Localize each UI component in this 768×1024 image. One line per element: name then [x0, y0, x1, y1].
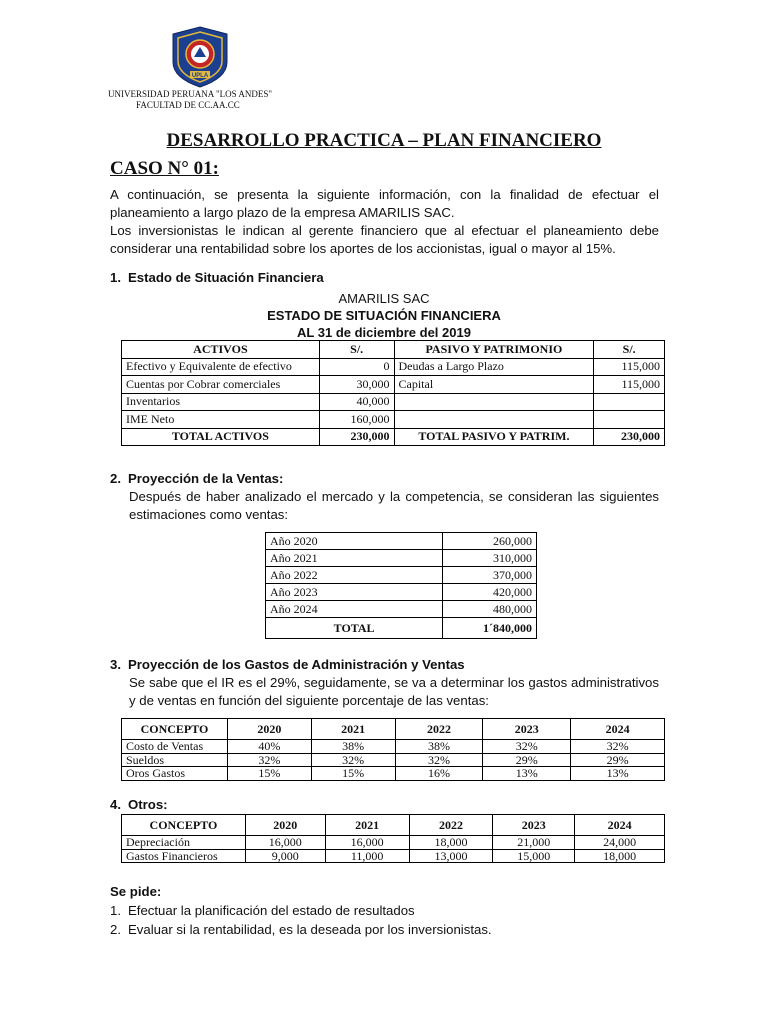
intro-line-2: Los inversionistas le indican al gerente financiero que al efectuar el planeamiento debe considerar una rentabilidad sobre los aportes de los accionistas, igual o mayor al 15%.: [110, 223, 659, 256]
sales-projection-table: [265, 532, 537, 639]
table-row: [266, 601, 537, 618]
table-cell: 11,000: [325, 849, 409, 863]
intro-paragraph: [110, 186, 659, 258]
company-name: AMARILIS SAC: [338, 291, 430, 306]
table-cell: 260,000: [443, 533, 537, 550]
table-cell: 32%: [395, 753, 483, 767]
university-name: UNIVERSIDAD PERUANA "LOS ANDES": [108, 89, 273, 99]
table-cell: Oros Gastos: [122, 767, 228, 781]
table-cell: 13%: [571, 767, 665, 781]
table-cell: 15%: [311, 767, 395, 781]
faculty-name: FACULTAD DE CC.AA.CC: [136, 100, 240, 110]
table-cell: 16%: [395, 767, 483, 781]
expenses-percentage-table: [121, 718, 665, 781]
column-header: 2022: [409, 815, 493, 836]
table-cell: Capital: [394, 376, 594, 394]
table-row: [122, 740, 665, 754]
column-header: 2021: [311, 719, 395, 740]
table-row: [122, 753, 665, 767]
total-value: 230,000: [319, 428, 394, 446]
document-title: DESARROLLO PRACTICA – PLAN FINANCIERO: [166, 130, 602, 151]
table-cell: 38%: [395, 740, 483, 754]
table-cell: 115,000: [594, 376, 665, 394]
table-header-row: [122, 719, 665, 740]
table-cell: 30,000: [319, 376, 394, 394]
table-row: [122, 767, 665, 781]
requirements-list: [110, 902, 492, 939]
table-cell: Año 2023: [266, 584, 443, 601]
section-1-heading: 1. Estado de Situación Financiera: [110, 270, 324, 285]
total-label: TOTAL PASIVO Y PATRIM.: [394, 428, 594, 446]
column-header: 2023: [493, 815, 575, 836]
table-cell: 15%: [227, 767, 311, 781]
table-cell: 0: [319, 358, 394, 376]
table-cell: 32%: [311, 753, 395, 767]
statement-title: ESTADO DE SITUACIÓN FINANCIERA: [267, 308, 501, 323]
column-header: 2023: [483, 719, 571, 740]
case-title: CASO N° 01:: [110, 158, 219, 179]
table-cell: 16,000: [325, 836, 409, 850]
table-row: [122, 849, 665, 863]
column-header: 2024: [575, 815, 665, 836]
table-cell: Deudas a Largo Plazo: [394, 358, 594, 376]
section-3-text: Se sabe que el IR es el 29%, seguidamente, se va a determinar los gastos administrativos y de ventas en función del siguiente porcentaje de las ventas:: [129, 675, 659, 708]
section-2-heading: 2. Proyección de la Ventas:: [110, 471, 284, 486]
other-expenses-table: [121, 814, 665, 863]
table-cell: 13%: [483, 767, 571, 781]
total-value: 1´840,000: [443, 618, 537, 639]
section-4-heading: 4. Otros:: [110, 797, 168, 812]
table-cell: 160,000: [319, 411, 394, 429]
table-header-row: [122, 815, 665, 836]
table-cell: 480,000: [443, 601, 537, 618]
table-row: [122, 358, 665, 376]
table-cell: IME Neto: [122, 411, 320, 429]
table-cell: 13,000: [409, 849, 493, 863]
table-cell: 115,000: [594, 358, 665, 376]
list-item: 1. Efectuar la planificación del estado de resultados: [110, 903, 415, 918]
column-header: CONCEPTO: [122, 815, 246, 836]
table-cell: 38%: [311, 740, 395, 754]
total-row: [266, 618, 537, 639]
table-cell: Inventarios: [122, 393, 320, 411]
table-cell: 9,000: [245, 849, 325, 863]
table-cell: Efectivo y Equivalente de efectivo: [122, 358, 320, 376]
table-row: [266, 584, 537, 601]
total-label: TOTAL ACTIVOS: [122, 428, 320, 446]
table-row: [266, 533, 537, 550]
university-seal-logo: [170, 26, 230, 88]
table-cell: 32%: [483, 740, 571, 754]
table-cell: [394, 411, 594, 429]
column-header: CONCEPTO: [122, 719, 228, 740]
column-header: S/.: [594, 341, 665, 359]
balance-sheet-table: [121, 340, 665, 446]
table-cell: [594, 393, 665, 411]
table-cell: Costo de Ventas: [122, 740, 228, 754]
total-value: 230,000: [594, 428, 665, 446]
table-cell: 18,000: [575, 849, 665, 863]
table-cell: Año 2020: [266, 533, 443, 550]
table-cell: 370,000: [443, 567, 537, 584]
total-label: TOTAL: [266, 618, 443, 639]
statement-header: [0, 290, 768, 341]
intro-line-1: A continuación, se presenta la siguiente información, con la finalidad de efectuar el planeamiento a largo plazo de la empresa AMARILIS SAC.: [110, 187, 659, 220]
table-cell: 40,000: [319, 393, 394, 411]
table-row: [266, 550, 537, 567]
table-cell: 310,000: [443, 550, 537, 567]
table-cell: 420,000: [443, 584, 537, 601]
table-cell: Gastos Financieros: [122, 849, 246, 863]
table-cell: 40%: [227, 740, 311, 754]
column-header: 2021: [325, 815, 409, 836]
table-row: [122, 411, 665, 429]
column-header: 2020: [227, 719, 311, 740]
table-cell: Cuentas por Cobrar comerciales: [122, 376, 320, 394]
table-header-row: [122, 341, 665, 359]
column-header: 2022: [395, 719, 483, 740]
table-cell: 32%: [571, 740, 665, 754]
column-header: ACTIVOS: [122, 341, 320, 359]
section-3-heading: 3. Proyección de los Gastos de Administración y Ventas: [110, 657, 465, 672]
table-row: [266, 567, 537, 584]
table-row: [122, 836, 665, 850]
list-item: 2. Evaluar si la rentabilidad, es la deseada por los inversionistas.: [110, 921, 492, 937]
total-row: [122, 428, 665, 446]
section-2-text: Después de haber analizado el mercado y la competencia, se consideran las siguientes estimaciones como ventas:: [129, 489, 659, 522]
table-cell: [594, 411, 665, 429]
table-cell: 29%: [483, 753, 571, 767]
column-header: PASIVO Y PATRIMONIO: [394, 341, 594, 359]
table-cell: 16,000: [245, 836, 325, 850]
table-cell: 15,000: [493, 849, 575, 863]
statement-date: AL 31 de diciembre del 2019: [297, 325, 471, 340]
column-header: 2024: [571, 719, 665, 740]
column-header: S/.: [319, 341, 394, 359]
table-cell: Año 2024: [266, 601, 443, 618]
table-row: [122, 393, 665, 411]
table-cell: Año 2022: [266, 567, 443, 584]
university-block: [108, 89, 272, 111]
requirements-heading: Se pide:: [110, 884, 162, 899]
table-row: [122, 376, 665, 394]
table-cell: 29%: [571, 753, 665, 767]
table-cell: 24,000: [575, 836, 665, 850]
column-header: 2020: [245, 815, 325, 836]
table-cell: Sueldos: [122, 753, 228, 767]
table-cell: Año 2021: [266, 550, 443, 567]
table-cell: 32%: [227, 753, 311, 767]
table-cell: [394, 393, 594, 411]
table-cell: 18,000: [409, 836, 493, 850]
table-cell: 21,000: [493, 836, 575, 850]
table-cell: Depreciación: [122, 836, 246, 850]
svg-text:UPLA: UPLA: [191, 73, 209, 79]
